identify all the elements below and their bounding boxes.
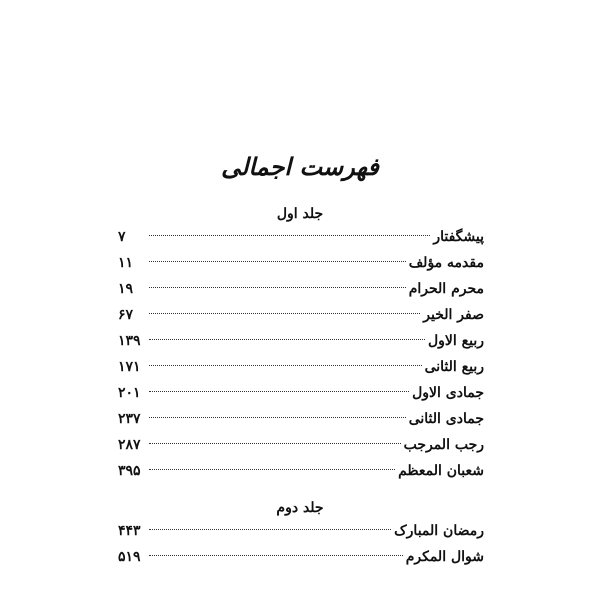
toc-entry [118,224,484,250]
volume-2-toc [118,518,484,570]
toc-page-number: ۲۰۱ [118,385,141,401]
dot-leader [149,417,406,418]
toc-entry-label: ربیع الثانی [424,359,484,375]
toc-entry [118,406,484,432]
toc-entry [118,544,484,570]
toc-entry [118,432,484,458]
toc-entry-label: شوال المکرم [405,549,484,565]
dot-leader [149,365,422,366]
toc-entry-label: ربیع الاول [427,333,484,349]
dot-leader [149,469,395,470]
toc-page-number: ۷ [118,229,126,245]
toc-entry-label: مقدمه مؤلف [408,255,484,271]
volume-1-heading: جلد اول [276,206,324,222]
toc-entry [118,354,484,380]
toc-page-number: ۱۳۹ [118,333,141,349]
toc-entry-label: پیشگفتار [433,229,484,245]
toc-entry-label: محرم الحرام [408,281,484,297]
toc-entry [118,458,484,484]
toc-entry-label: صفر الخیر [423,307,484,323]
toc-entry [118,518,484,544]
toc-entry [118,250,484,276]
toc-page-number: ۵۱۹ [118,549,141,565]
dot-leader [149,555,403,556]
dot-leader [149,235,430,236]
toc-page-number: ۶۷ [118,307,134,323]
toc-page-number: ۱۱ [118,255,134,271]
dot-leader [149,261,406,262]
toc-entry [118,328,484,354]
toc-entry-label: رمضان المبارک [394,523,484,539]
toc-entry-label: شعبان المعظم [398,463,484,479]
volume-1-toc [118,224,484,484]
toc-entry [118,380,484,406]
toc-page-number: ۱۹ [118,281,134,297]
toc-entry-label: جمادی الثانی [408,411,484,427]
dot-leader [149,391,409,392]
toc-page-number: ۳۹۵ [118,463,141,479]
toc-entry-label: جمادی الاول [412,385,484,401]
dot-leader [149,313,420,314]
toc-entry [118,276,484,302]
toc-page-number: ۴۴۳ [118,523,141,539]
toc-entry-label: رجب المرجب [403,437,484,453]
toc-entry [118,302,484,328]
page-title: فهرست اجمالی [221,152,379,181]
dot-leader [149,339,425,340]
volume-2-heading: جلد دوم [276,500,324,516]
dot-leader [149,287,406,288]
toc-page-number: ۲۳۷ [118,411,141,427]
toc-page-number: ۱۷۱ [118,359,141,375]
dot-leader [149,529,391,530]
dot-leader [149,443,401,444]
toc-page-number: ۲۸۷ [118,437,141,453]
